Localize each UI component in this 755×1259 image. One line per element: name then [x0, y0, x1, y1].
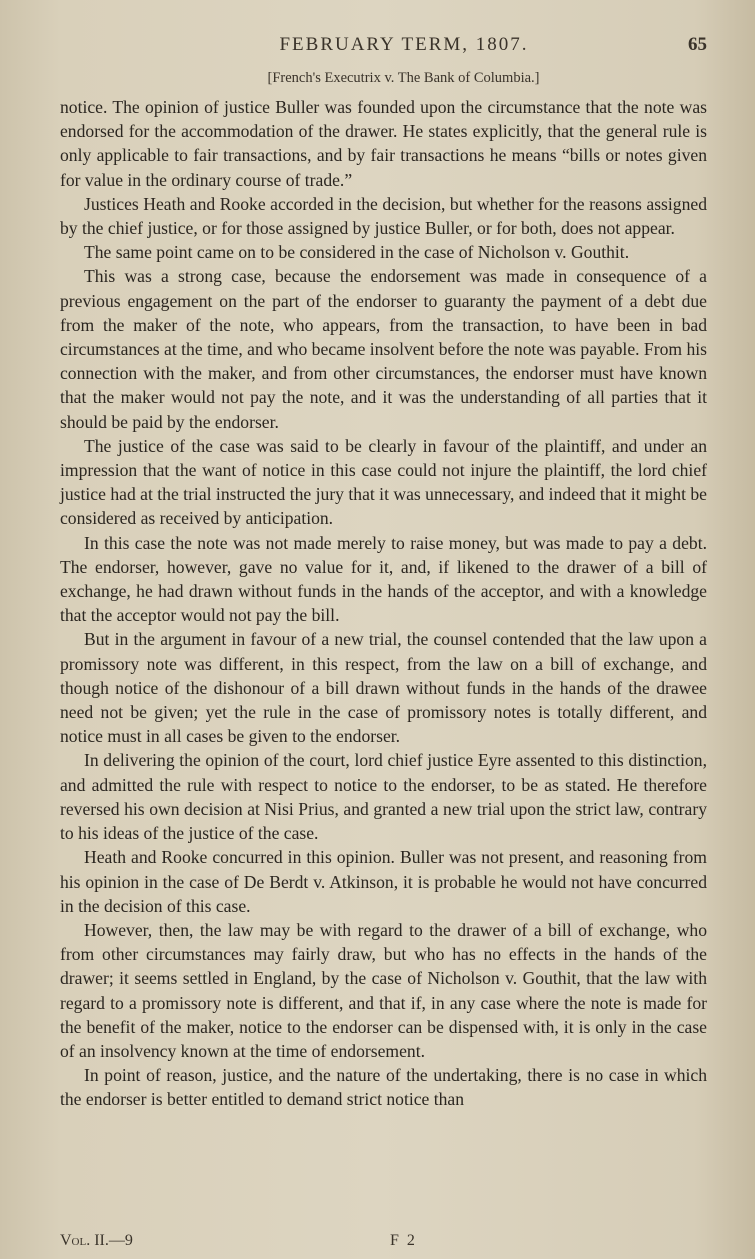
volume-signature: Vol. II.—9	[60, 1232, 133, 1249]
running-head	[60, 34, 707, 56]
paragraph: But in the argument in favour of a new trial, the counsel contended that the law upon a promissory note was different, in this respect, from the law on a bill of exchange, and though notice of the dishonour of a bill drawn without funds in the hands of the drawee need not be given; yet the rule in the case of promissory notes is totally different, and notice must in all cases be given to the endorser.	[60, 629, 707, 747]
page-number: 65	[688, 34, 707, 55]
case-heading: [French's Executrix v. The Bank of Columbia.]	[267, 70, 540, 86]
paragraph: In delivering the opinion of the court, lord chief justice Eyre assented to this distinction, and admitted the rule with respect to notice to the endorser, to be as stated. He therefore reversed his own decision at Nisi Prius, and granted a new trial upon the strict law, contrary to his ideas of the justice of the case.	[60, 750, 707, 844]
paragraph: The justice of the case was said to be clearly in favour of the plaintiff, and under an impression that the want of notice in this case could not injure the plaintiff, the lord chief justice had at the trial instructed the jury that it was unnecessary, and indeed that it might be considered as received by anticipation.	[60, 435, 707, 529]
paragraph: In this case the note was not made merely to raise money, but was made to pay a debt. The endorser, however, gave no value for it, and, if likened to the drawer of a bill of exchange, he had drawn without funds in the hands of the acceptor, and with a knowledge that the acceptor would not pay the bill.	[60, 532, 707, 626]
paragraph: The same point came on to be considered in the case of Nicholson v. Gouthit.	[84, 242, 630, 263]
paragraph: In point of reason, justice, and the nature of the undertaking, there is no case in which the endorser is better entitled to demand strict notice than	[60, 1065, 707, 1110]
page-footer	[60, 1232, 707, 1250]
running-title: FEBRUARY TERM, 1807.	[279, 34, 529, 55]
body-text	[60, 95, 707, 1112]
paragraph: Justices Heath and Rooke accorded in the decision, but whether for the reasons assigned by the chief justice, or for those assigned by justice Buller, or for both, does not appear.	[60, 193, 707, 239]
printer-signature: F 2	[390, 1232, 417, 1249]
paragraph: notice. The opinion of justice Buller was founded upon the circumstance that the note was endorsed for the accommodation of the drawer. He states explicitly, that the general rule is only applicable to fair transactions, and by fair transactions he means “bills or notes given for value in the ordinary course of trade.”	[60, 97, 707, 190]
paragraph: However, then, the law may be with regard to the drawer of a bill of exchange, who from other circumstances may fairly draw, but who has no effects in the hands of the drawer; it seems settled in England, by the case of Nicholson v. Gouthit, that the law with regard to a promissory note is different, and that if, in any case where the note is made for the benefit of the maker, notice to the endorser can be dispensed with, it is only in the case of an insolvency known at the time of endorsement.	[60, 919, 707, 1061]
paragraph: This was a strong case, because the endorsement was made in consequence of a previous engagement on the part of the endorser to guaranty the payment of a debt due from the maker of the note, who appears, from the transaction, to have been in bad circumstances at the time, and who became insolvent before the note was payable. From his connection with the maker, and from other circumstances, the endorser must have known that the maker would not pay the note, and it was the understanding of all parties that it should be paid by the endorser.	[60, 266, 707, 432]
paragraph: Heath and Rooke concurred in this opinion. Buller was not present, and reasoning from his opinion in the case of De Berdt v. Atkinson, it is probable he would not have concurred in the decision of this case.	[60, 847, 707, 916]
